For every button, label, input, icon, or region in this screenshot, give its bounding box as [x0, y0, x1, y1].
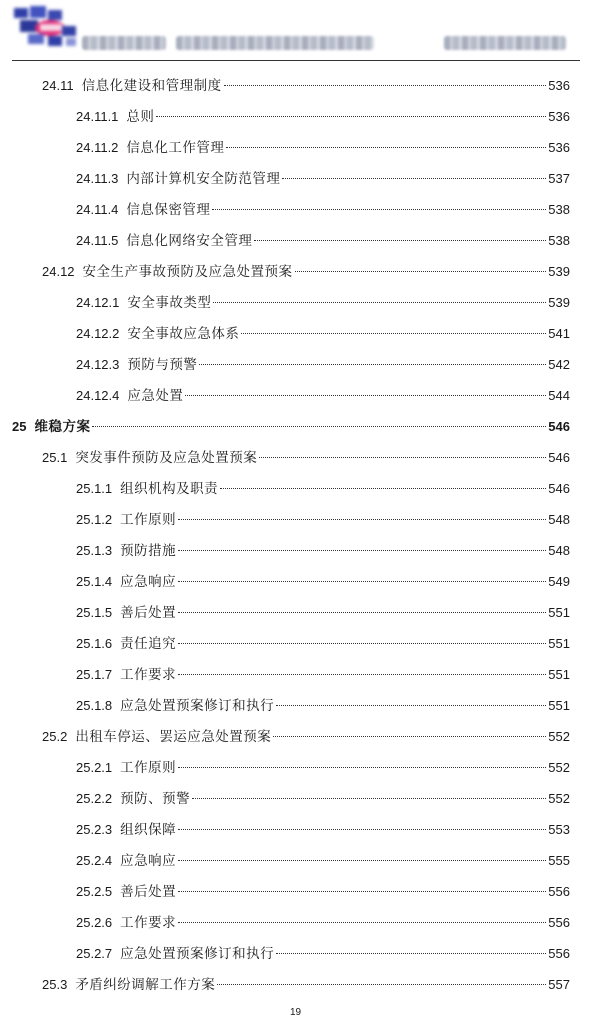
toc-dot-leader [276, 705, 546, 706]
toc-entry[interactable] [42, 975, 570, 995]
toc-entry-page: 542 [548, 357, 570, 372]
toc-entry[interactable] [76, 169, 570, 189]
toc-entry-number: 24.12.1 [76, 295, 120, 310]
toc-entry[interactable] [76, 200, 570, 220]
toc-entry[interactable] [76, 138, 570, 158]
toc-entry[interactable] [76, 820, 570, 840]
toc-entry-page: 552 [548, 760, 570, 775]
toc-entry[interactable] [76, 851, 570, 871]
toc-dot-leader [178, 767, 546, 768]
toc-dot-leader [220, 488, 546, 489]
toc-dot-leader [178, 550, 546, 551]
toc-dot-leader [217, 984, 546, 985]
toc-entry-page: 551 [548, 636, 570, 651]
toc-entry[interactable] [76, 665, 570, 685]
toc-entry-number: 25.2.5 [76, 884, 113, 899]
toc-dot-leader [178, 922, 546, 923]
toc-entry-title: 信息化网络安全管理 [126, 233, 253, 249]
toc-entry-title: 工作要求 [120, 915, 177, 931]
toc-entry-page: 556 [548, 884, 570, 899]
toc-entry[interactable] [76, 696, 570, 716]
toc-entry-number: 25.2.3 [76, 822, 113, 837]
toc-entry-number: 25.1.4 [76, 574, 113, 589]
toc-dot-leader [178, 829, 546, 830]
toc-entry[interactable] [76, 479, 570, 499]
toc-entry-title: 工作原则 [120, 760, 177, 776]
toc-dot-leader [192, 798, 546, 799]
toc-entry[interactable] [76, 603, 570, 623]
toc-entry-number: 24.11.1 [76, 109, 119, 124]
toc-entry[interactable] [76, 913, 570, 933]
toc-entry-number: 25.2 [42, 729, 68, 744]
toc-entry-title: 安全生产事故预防及应急处置预案 [82, 264, 293, 280]
toc-entry-number: 24.12.4 [76, 388, 120, 403]
toc-entry-number: 24.11.5 [76, 233, 119, 248]
toc-entry[interactable] [76, 758, 570, 778]
toc-entry-title: 预防与预警 [127, 357, 198, 373]
toc-entry-page: 539 [548, 295, 570, 310]
toc-entry-number: 24.11.4 [76, 202, 119, 217]
toc-entry-number: 25.1.1 [76, 481, 113, 496]
toc-entry-page: 538 [548, 202, 570, 217]
toc-entry-page: 544 [548, 388, 570, 403]
header-divider [12, 60, 580, 61]
toc-entry-page: 551 [548, 605, 570, 620]
toc-entry-title: 预防、预警 [120, 791, 191, 807]
blurred-header-text [444, 36, 566, 50]
toc-entry[interactable] [42, 262, 570, 282]
toc-entry-title: 信息保密管理 [126, 202, 211, 218]
toc-dot-leader [276, 953, 546, 954]
toc-entry[interactable] [76, 355, 570, 375]
toc-entry-title: 应急响应 [120, 574, 177, 590]
toc-entry-number: 25.1.8 [76, 698, 113, 713]
toc-entry[interactable] [12, 417, 570, 437]
blurred-header-text [176, 36, 374, 50]
toc-entry-title: 信息化工作管理 [126, 140, 225, 156]
toc-entry-title: 维稳方案 [34, 419, 91, 435]
blurred-header-text [82, 36, 166, 50]
toc-dot-leader [178, 860, 546, 861]
toc-entry-number: 25.3 [42, 977, 68, 992]
toc-dot-leader [178, 643, 546, 644]
toc-entry-page: 538 [548, 233, 570, 248]
toc-entry-number: 24.11.2 [76, 140, 119, 155]
toc-entry-number: 25 [12, 419, 27, 434]
toc-dot-leader [199, 364, 546, 365]
toc-entry[interactable] [76, 293, 570, 313]
toc-entry-page: 546 [548, 419, 570, 434]
toc-entry-page: 551 [548, 698, 570, 713]
toc-dot-leader [254, 240, 546, 241]
toc-dot-leader [178, 891, 546, 892]
toc-entry-title: 应急处置预案修订和执行 [120, 698, 275, 714]
toc-entry-title: 责任追究 [120, 636, 177, 652]
toc-dot-leader [226, 147, 546, 148]
toc-entry-page: 551 [548, 667, 570, 682]
toc-entry-page: 552 [548, 791, 570, 806]
toc-entry-number: 25.1.5 [76, 605, 113, 620]
toc-dot-leader [212, 209, 546, 210]
organization-logo [10, 4, 82, 50]
toc-entry[interactable] [76, 231, 570, 251]
toc-dot-leader [178, 581, 546, 582]
toc-entry-title: 工作要求 [120, 667, 177, 683]
toc-entry-number: 25.2.6 [76, 915, 113, 930]
page-number: 19 [289, 1007, 302, 1018]
toc-dot-leader [295, 271, 547, 272]
toc-entry-number: 24.12.2 [76, 326, 120, 341]
toc-entry-page: 537 [548, 171, 570, 186]
toc-entry[interactable] [42, 76, 570, 96]
toc-entry[interactable] [76, 882, 570, 902]
toc-entry-page: 557 [548, 977, 570, 992]
toc-entry[interactable] [76, 510, 570, 530]
toc-entry-number: 24.11 [42, 78, 74, 93]
page-header [0, 0, 591, 62]
toc-entry-number: 25.1.2 [76, 512, 113, 527]
toc-entry-title: 突发事件预防及应急处置预案 [75, 450, 258, 466]
toc-entry[interactable] [42, 448, 570, 468]
toc-entry-number: 25.1 [42, 450, 68, 465]
toc-entry-title: 应急处置 [127, 388, 184, 404]
toc-entry-title: 组织机构及职责 [120, 481, 219, 497]
toc-entry-page: 546 [548, 481, 570, 496]
toc-dot-leader [241, 333, 546, 334]
toc-entry-number: 25.2.1 [76, 760, 113, 775]
toc-entry-title: 善后处置 [120, 884, 177, 900]
toc-entry-title: 安全事故应急体系 [127, 326, 240, 342]
toc-dot-leader [273, 736, 546, 737]
toc-entry-number: 25.1.6 [76, 636, 113, 651]
toc-entry-page: 536 [548, 140, 570, 155]
toc-entry-title: 工作原则 [120, 512, 177, 528]
toc-dot-leader [259, 457, 546, 458]
toc-entry-number: 24.12 [42, 264, 75, 279]
toc-dot-leader [92, 426, 546, 427]
toc-entry-page: 541 [548, 326, 570, 341]
toc-entry-title: 矛盾纠纷调解工作方案 [75, 977, 216, 993]
toc-entry-number: 25.2.4 [76, 853, 113, 868]
toc-entry[interactable] [76, 324, 570, 344]
toc-entry-title: 善后处置 [120, 605, 177, 621]
toc-entry-page: 539 [548, 264, 570, 279]
toc-entry-page: 549 [548, 574, 570, 589]
toc-entry-page: 536 [548, 109, 570, 124]
toc-entry-page: 536 [548, 78, 570, 93]
toc-entry[interactable] [76, 107, 570, 127]
toc-entry-title: 总则 [126, 109, 155, 125]
toc-entry-page: 548 [548, 543, 570, 558]
toc-entry-number: 25.2.2 [76, 791, 113, 806]
toc-entry[interactable] [76, 634, 570, 654]
toc-entry-title: 安全事故类型 [127, 295, 212, 311]
toc-entry-title: 应急响应 [120, 853, 177, 869]
toc-dot-leader [185, 395, 546, 396]
toc-entry[interactable] [42, 727, 570, 747]
toc-entry-page: 546 [548, 450, 570, 465]
toc-entry-page: 553 [548, 822, 570, 837]
toc-entry[interactable] [76, 541, 570, 561]
toc-entry-title: 预防措施 [120, 543, 177, 559]
toc-entry[interactable] [76, 572, 570, 592]
toc-dot-leader [178, 612, 546, 613]
toc-entry-title: 信息化建设和管理制度 [81, 78, 222, 94]
toc-dot-leader [213, 302, 546, 303]
toc-entry[interactable] [76, 789, 570, 809]
toc-entry-page: 556 [548, 915, 570, 930]
toc-dot-leader [224, 85, 547, 86]
toc-dot-leader [282, 178, 546, 179]
toc-entry-page: 548 [548, 512, 570, 527]
toc-entry-title: 组织保障 [120, 822, 177, 838]
toc-entry[interactable] [76, 386, 570, 406]
toc-entry-page: 555 [548, 853, 570, 868]
toc-entry-page: 552 [548, 729, 570, 744]
toc-dot-leader [178, 519, 546, 520]
toc-entry-number: 25.2.7 [76, 946, 113, 961]
toc-entry-number: 25.1.3 [76, 543, 113, 558]
toc-entry-title: 内部计算机安全防范管理 [126, 171, 281, 187]
toc-entry[interactable] [76, 944, 570, 964]
toc-entry-page: 556 [548, 946, 570, 961]
toc-entry-number: 25.1.7 [76, 667, 113, 682]
toc-entry-number: 24.12.3 [76, 357, 120, 372]
toc-entry-title: 出租车停运、罢运应急处置预案 [75, 729, 272, 745]
toc-entry-number: 24.11.3 [76, 171, 119, 186]
toc-entry-title: 应急处置预案修订和执行 [120, 946, 275, 962]
toc-dot-leader [156, 116, 546, 117]
toc-dot-leader [178, 674, 546, 675]
